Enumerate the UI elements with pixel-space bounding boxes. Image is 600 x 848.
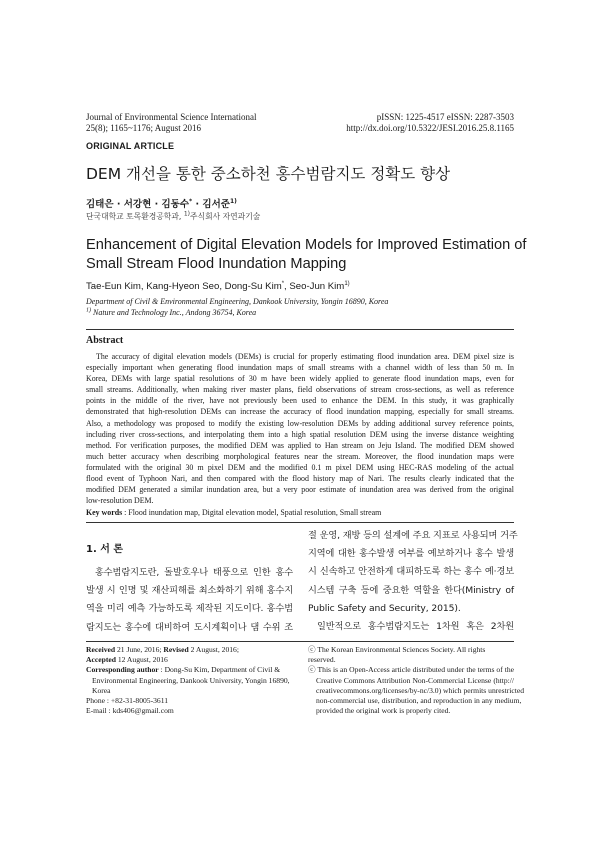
abstract-heading: Abstract bbox=[86, 335, 124, 346]
abstract-line: demonstrated that high-resolution DEMs can increase the accuracy of flood inundation mapping, especially for small streams. bbox=[86, 407, 514, 417]
abstract-line: modified DEM generated a similar inundation area, but a very poor estimate of inundation area was derived from the original bbox=[86, 485, 514, 495]
abstract-line: points in the middle of the river, have not previously been used to enhance the DEM. In this study, it was graphically bbox=[86, 396, 514, 406]
license-line: ⓒ This is an Open-Access article distributed under the terms of the bbox=[308, 665, 514, 675]
text-line: 발생 시 인명 및 재산피해를 최소화하기 위해 홍수지 bbox=[86, 585, 293, 597]
abstract-line: Korea, DEMs with large spatial resolutions of 30 m have been widely applied to generate flood inundation maps, even for bbox=[86, 374, 514, 384]
text-line: 역을 미리 예측 가능하도록 제작된 지도이다. 홍수범 bbox=[86, 603, 293, 615]
text-line: 절 운영, 재방 등의 설계에 주요 지표로 사용되며 거주 bbox=[308, 530, 518, 541]
abstract-line: Also, a methodology was proposed to modify the existing low-resolution DEMs by adding additional survey reference points, bbox=[86, 418, 514, 428]
section-heading: 1. 서 론 bbox=[86, 544, 124, 555]
abstract-line: flood event of Typhoon Nari, and then compared with the flood history map of Nari. The results clearly indicated that the bbox=[86, 474, 514, 484]
article-history: Received 21 June, 2016; Revised 2 August, 2016; Accepted 12 August, 2016 Corresponding author : Dong-Su Kim, Department of Civil & Environmental Engineering, Dankook University, Yongin 16890, Korea Phone : +82-31-8005-3611 E-mail : kds406@gmail.com bbox=[86, 645, 290, 716]
doi-link[interactable]: http://dx.doi.org/10.5322/JESI.2016.25.8.1165 bbox=[346, 123, 514, 133]
korean-affiliations: 단국대학교 토목환경공학과, $^{1)}$주식회사 자연과기술 bbox=[86, 210, 261, 221]
abstract-line: formulated with the original 30 m pixel DEM and the modified 0.1 m pixel DEM using HEC-RAS modeling of the actual bbox=[86, 462, 514, 472]
license-line: provided the original work is properly cited. bbox=[316, 706, 451, 716]
footer-divider bbox=[86, 641, 514, 642]
english-title: Enhancement of Digital Elevation Models for Improved Estimation of Small Stream Flood Inundation Mapping bbox=[86, 237, 527, 272]
korean-authors: 김태은 · 서강현 · 김동수* · 김서준$^{1)}$ bbox=[86, 197, 237, 210]
license-line: creativecommons.org/licenses/by-nc/3.0) which permits unrestricted bbox=[316, 685, 524, 695]
text-line: 람지도는 홍수에 대비하여 도시계획이나 댐 수위 조 bbox=[86, 621, 293, 633]
text-line: 일반적으로 홍수범람지도는 1차원 혹은 2차원 bbox=[317, 621, 514, 633]
license-block bbox=[308, 645, 524, 716]
intro-right-column bbox=[308, 527, 518, 636]
english-authors: Tae-Eun Kim, Kang-Hyeon Seo, Dong-Su Kim*, Seo-Jun Kim$^{1)}$ bbox=[86, 280, 350, 292]
abstract-body bbox=[86, 351, 514, 506]
copyright: ⓒ The Korean Environmental Sciences Society. All rights reserved. bbox=[308, 645, 486, 665]
abstract-line: especially important when generating flood inundation maps of small streams with a channel width of less than 50 m. In bbox=[86, 363, 514, 373]
text-line: Public Safety and Security, 2015). bbox=[308, 602, 461, 614]
divider bbox=[86, 522, 514, 523]
journal-name: Journal of Environmental Science International bbox=[86, 112, 257, 122]
abstract-line: method. For verification purposes, the modified DEM was applied to Han stream on Jeju Island. The modified DEM showed bbox=[86, 440, 514, 450]
abstract-line: low-resolution DEM. bbox=[86, 496, 154, 506]
keywords: Key words : Flood inundation map, Digital elevation model, Spatial resolution, Small stream bbox=[86, 508, 382, 517]
intro-left-column bbox=[86, 564, 293, 637]
issn: pISSN: 1225-4517 eISSN: 2287-3503 bbox=[376, 112, 514, 122]
phone: Phone : +82-31-8005-3611 bbox=[86, 696, 169, 706]
article-type: ORIGINAL ARTICLE bbox=[86, 141, 175, 151]
text-line: 시스템 구축 등에 중요한 역할을 한다(Ministry of bbox=[308, 584, 514, 596]
journal-info bbox=[86, 112, 326, 134]
abstract-line: small streams. Additionally, when making river master plans, field observations of stream cross-sections, as well as reference bbox=[86, 385, 514, 395]
license-line: non-commercial use, distribution, and reproduction in any medium, bbox=[316, 696, 522, 706]
abstract-line: including river cross-sections, and interpolating them into a high spatial resolution DEM using the inverse distance weighting bbox=[86, 429, 514, 439]
abstract-line: much better accuracy when describing morphological features near the stream. Moreover, the flood inundation maps were bbox=[86, 451, 514, 461]
english-affiliations: Department of Civil & Environmental Engineering, Dankook University, Yongin 16890, Korea $^{1)}$ Nature and Technology Inc., Andong 36754, Korea bbox=[86, 297, 389, 317]
text-line: 홍수범람지도란, 돌발호우나 태풍으로 인한 홍수 bbox=[95, 567, 293, 578]
text-line: 시 신속하고 안전하게 대피하도록 하는 홍수 예·경보 bbox=[308, 566, 514, 578]
email[interactable]: E-mail : kds406@gmail.com bbox=[86, 706, 174, 716]
korean-title: DEM 개선을 통한 중소하천 홍수범람지도 정확도 향상 bbox=[86, 165, 451, 183]
abstract-line: The accuracy of digital elevation models (DEMs) is crucial for properly estimating flood inundation area. DEM pixel size is bbox=[96, 352, 514, 361]
issn-info bbox=[300, 112, 514, 134]
divider bbox=[86, 329, 514, 330]
license-line: Creative Commons Attribution Non-Commercial License (http:// bbox=[316, 675, 514, 685]
volume-pages: 25(8); 1165~1176; August 2016 bbox=[86, 123, 201, 133]
corresponding-author: Corresponding author : Dong-Su Kim, Department of Civil & bbox=[86, 665, 281, 675]
text-line: 지역에 대한 홍수발생 여부를 예보하거나 홍수 발생 bbox=[308, 548, 514, 560]
